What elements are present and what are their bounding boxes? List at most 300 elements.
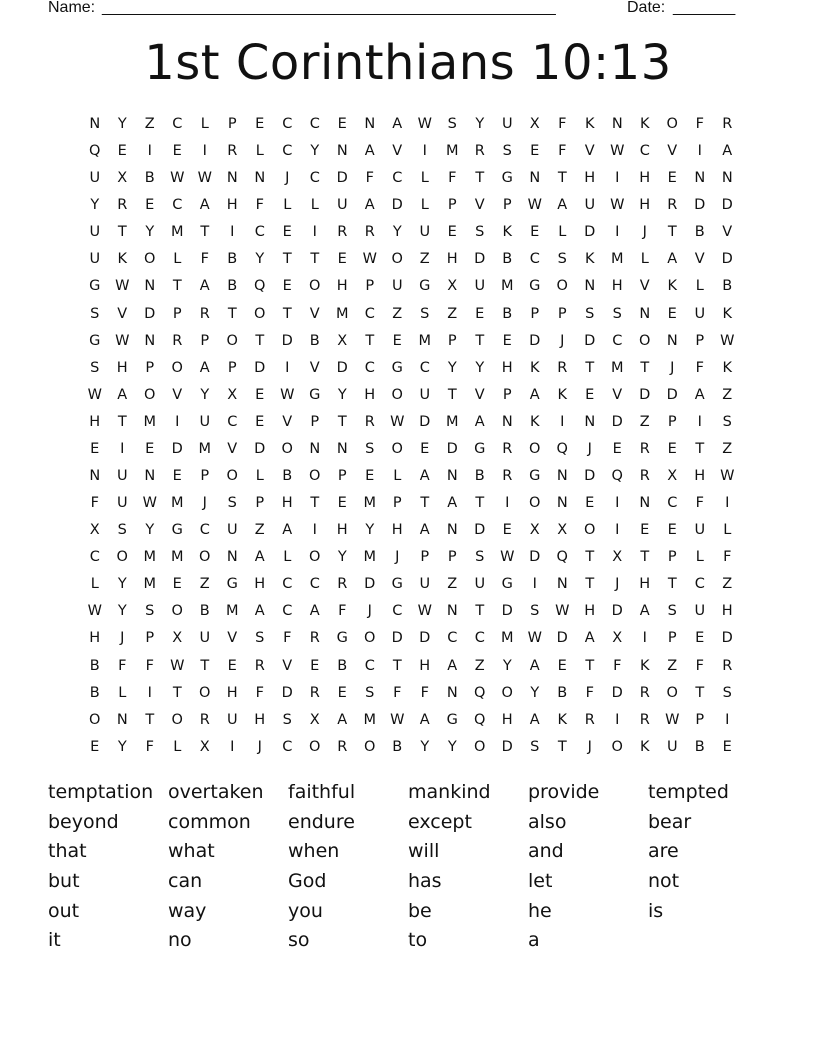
- grid-letter[interactable]: N: [89, 116, 101, 132]
- grid-letter[interactable]: S: [475, 549, 485, 566]
- grid-letter[interactable]: O: [116, 549, 128, 566]
- grid-letter[interactable]: Z: [722, 386, 733, 403]
- grid-letter[interactable]: I: [202, 143, 207, 160]
- grid-letter[interactable]: I: [725, 495, 730, 512]
- grid-letter[interactable]: Z: [722, 440, 733, 457]
- grid-letter[interactable]: A: [529, 657, 540, 674]
- grid-letter[interactable]: A: [639, 603, 650, 620]
- grid-letter[interactable]: X: [447, 278, 458, 295]
- grid-letter[interactable]: D: [611, 684, 623, 701]
- grid-letter[interactable]: R: [364, 224, 375, 241]
- grid-letter[interactable]: Y: [475, 359, 485, 376]
- grid-letter[interactable]: L: [255, 468, 264, 485]
- grid-letter[interactable]: F: [448, 170, 457, 187]
- grid-letter[interactable]: R: [722, 657, 733, 674]
- grid-letter[interactable]: P: [667, 549, 677, 566]
- grid-letter[interactable]: N: [446, 684, 458, 701]
- grid-letter[interactable]: L: [173, 251, 182, 268]
- grid-letter[interactable]: E: [640, 522, 650, 539]
- grid-letter[interactable]: H: [639, 576, 651, 593]
- grid-letter[interactable]: I: [615, 224, 620, 241]
- grid-letter[interactable]: Y: [117, 738, 127, 755]
- grid-letter[interactable]: L: [695, 549, 704, 566]
- grid-letter[interactable]: T: [282, 251, 292, 268]
- grid-letter[interactable]: P: [227, 116, 237, 132]
- grid-letter[interactable]: V: [309, 359, 320, 376]
- grid-letter[interactable]: S: [722, 684, 732, 701]
- grid-letter[interactable]: R: [639, 468, 650, 485]
- grid-letter[interactable]: O: [611, 738, 623, 755]
- grid-letter[interactable]: I: [505, 495, 510, 512]
- grid-letter[interactable]: M: [445, 143, 459, 160]
- grid-letter[interactable]: V: [612, 386, 623, 403]
- grid-letter[interactable]: V: [227, 440, 238, 457]
- grid-letter[interactable]: D: [419, 630, 431, 647]
- grid-letter[interactable]: S: [255, 630, 265, 647]
- grid-letter[interactable]: B: [199, 603, 210, 620]
- grid-letter[interactable]: J: [202, 495, 207, 512]
- grid-letter[interactable]: G: [171, 522, 183, 539]
- grid-letter[interactable]: W: [142, 495, 157, 512]
- grid-letter[interactable]: E: [282, 224, 292, 241]
- grid-letter[interactable]: E: [145, 197, 155, 214]
- grid-letter[interactable]: F: [695, 116, 704, 132]
- grid-letter[interactable]: M: [170, 224, 184, 241]
- grid-letter[interactable]: M: [445, 413, 459, 430]
- grid-letter[interactable]: F: [118, 657, 127, 674]
- grid-letter[interactable]: V: [282, 413, 293, 430]
- grid-letter[interactable]: C: [667, 495, 678, 512]
- grid-letter[interactable]: D: [281, 332, 293, 349]
- grid-letter[interactable]: W: [610, 197, 625, 214]
- grid-letter[interactable]: U: [584, 197, 596, 214]
- grid-letter[interactable]: G: [474, 440, 486, 457]
- grid-letter[interactable]: T: [310, 495, 320, 512]
- grid-letter[interactable]: A: [199, 278, 210, 295]
- grid-letter[interactable]: H: [364, 386, 376, 403]
- grid-letter[interactable]: T: [695, 684, 705, 701]
- grid-letter[interactable]: B: [694, 224, 705, 241]
- grid-letter[interactable]: P: [695, 711, 705, 728]
- grid-letter[interactable]: V: [639, 278, 650, 295]
- grid-letter[interactable]: C: [172, 116, 183, 132]
- grid-letter[interactable]: X: [529, 116, 540, 132]
- grid-letter[interactable]: G: [419, 278, 431, 295]
- grid-letter[interactable]: D: [474, 522, 486, 539]
- grid-letter[interactable]: O: [584, 522, 596, 539]
- grid-letter[interactable]: N: [529, 170, 541, 187]
- grid-letter[interactable]: T: [585, 657, 595, 674]
- grid-letter[interactable]: O: [639, 332, 651, 349]
- grid-letter[interactable]: B: [694, 738, 705, 755]
- grid-letter[interactable]: H: [584, 603, 596, 620]
- grid-letter[interactable]: H: [501, 359, 513, 376]
- grid-letter[interactable]: D: [336, 170, 348, 187]
- grid-letter[interactable]: N: [226, 549, 238, 566]
- grid-letter[interactable]: M: [170, 549, 184, 566]
- grid-letter[interactable]: B: [227, 278, 238, 295]
- grid-letter[interactable]: L: [118, 684, 127, 701]
- grid-letter[interactable]: H: [116, 359, 128, 376]
- name-field[interactable]: ___________________________________________________: [102, 0, 556, 16]
- grid-letter[interactable]: Y: [530, 684, 540, 701]
- grid-letter[interactable]: E: [90, 440, 100, 457]
- grid-letter[interactable]: O: [309, 468, 321, 485]
- grid-letter[interactable]: K: [584, 116, 595, 132]
- grid-letter[interactable]: H: [584, 170, 596, 187]
- grid-letter[interactable]: A: [474, 413, 485, 430]
- grid-letter[interactable]: T: [392, 657, 402, 674]
- grid-letter[interactable]: F: [90, 495, 99, 512]
- grid-letter[interactable]: S: [282, 711, 292, 728]
- grid-letter[interactable]: F: [338, 603, 347, 620]
- grid-letter[interactable]: E: [337, 116, 347, 132]
- grid-letter[interactable]: W: [170, 657, 185, 674]
- grid-letter[interactable]: T: [585, 549, 595, 566]
- grid-letter[interactable]: N: [556, 576, 568, 593]
- grid-letter[interactable]: C: [364, 657, 375, 674]
- grid-letter[interactable]: J: [587, 738, 592, 755]
- grid-letter[interactable]: U: [89, 251, 101, 268]
- grid-letter[interactable]: I: [312, 224, 317, 241]
- grid-letter[interactable]: W: [115, 332, 130, 349]
- grid-letter[interactable]: W: [527, 630, 542, 647]
- grid-letter[interactable]: N: [556, 495, 568, 512]
- grid-letter[interactable]: E: [557, 657, 567, 674]
- grid-letter[interactable]: J: [615, 576, 620, 593]
- grid-letter[interactable]: P: [172, 305, 182, 322]
- grid-letter[interactable]: A: [392, 116, 403, 132]
- grid-letter[interactable]: K: [639, 116, 650, 132]
- grid-letter[interactable]: P: [145, 630, 155, 647]
- grid-letter[interactable]: A: [117, 386, 128, 403]
- grid-letter[interactable]: O: [391, 386, 403, 403]
- grid-letter[interactable]: Z: [474, 657, 485, 674]
- grid-letter[interactable]: D: [474, 251, 486, 268]
- grid-letter[interactable]: O: [529, 440, 541, 457]
- grid-letter[interactable]: E: [585, 495, 595, 512]
- grid-letter[interactable]: Z: [722, 576, 733, 593]
- grid-letter[interactable]: P: [145, 359, 155, 376]
- grid-letter[interactable]: I: [147, 684, 152, 701]
- grid-letter[interactable]: S: [530, 738, 540, 755]
- grid-letter[interactable]: W: [115, 278, 130, 295]
- grid-letter[interactable]: H: [419, 657, 431, 674]
- grid-letter[interactable]: A: [419, 522, 430, 539]
- grid-letter[interactable]: K: [639, 738, 650, 755]
- grid-letter[interactable]: Z: [447, 305, 458, 322]
- grid-letter[interactable]: L: [310, 197, 319, 214]
- grid-letter[interactable]: R: [199, 711, 210, 728]
- grid-letter[interactable]: X: [89, 522, 100, 539]
- grid-letter[interactable]: E: [90, 738, 100, 755]
- grid-letter[interactable]: N: [556, 468, 568, 485]
- grid-letter[interactable]: R: [474, 143, 485, 160]
- grid-letter[interactable]: X: [309, 711, 320, 728]
- grid-letter[interactable]: N: [144, 468, 156, 485]
- grid-letter[interactable]: O: [171, 603, 183, 620]
- grid-letter[interactable]: Z: [392, 305, 403, 322]
- grid-letter[interactable]: S: [117, 522, 127, 539]
- grid-letter[interactable]: F: [695, 495, 704, 512]
- grid-letter[interactable]: B: [337, 657, 348, 674]
- grid-letter[interactable]: P: [502, 197, 512, 214]
- grid-letter[interactable]: M: [418, 332, 431, 349]
- grid-letter[interactable]: W: [665, 711, 680, 728]
- grid-letter[interactable]: U: [391, 278, 403, 295]
- grid-letter[interactable]: C: [282, 143, 293, 160]
- grid-letter[interactable]: I: [147, 143, 152, 160]
- grid-letter[interactable]: M: [610, 251, 624, 268]
- grid-letter[interactable]: L: [723, 522, 732, 539]
- grid-letter[interactable]: V: [474, 197, 485, 214]
- grid-letter[interactable]: D: [501, 603, 513, 620]
- grid-letter[interactable]: N: [144, 332, 156, 349]
- grid-letter[interactable]: N: [254, 170, 266, 187]
- grid-letter[interactable]: F: [255, 684, 264, 701]
- grid-letter[interactable]: E: [502, 332, 512, 349]
- grid-letter[interactable]: I: [615, 170, 620, 187]
- grid-letter[interactable]: K: [529, 413, 540, 430]
- grid-letter[interactable]: N: [446, 468, 458, 485]
- grid-letter[interactable]: N: [144, 278, 156, 295]
- grid-letter[interactable]: B: [89, 657, 100, 674]
- grid-letter[interactable]: D: [254, 440, 266, 457]
- grid-letter[interactable]: O: [474, 738, 486, 755]
- grid-letter[interactable]: R: [309, 684, 320, 701]
- grid-letter[interactable]: A: [529, 386, 540, 403]
- grid-letter[interactable]: F: [613, 657, 622, 674]
- grid-letter[interactable]: R: [667, 197, 678, 214]
- grid-letter[interactable]: E: [337, 495, 347, 512]
- grid-letter[interactable]: K: [584, 251, 595, 268]
- grid-letter[interactable]: M: [225, 603, 239, 620]
- grid-letter[interactable]: O: [556, 278, 568, 295]
- grid-letter[interactable]: C: [282, 603, 293, 620]
- grid-letter[interactable]: C: [392, 170, 403, 187]
- grid-letter[interactable]: P: [337, 468, 347, 485]
- grid-letter[interactable]: Y: [337, 386, 347, 403]
- grid-letter[interactable]: K: [557, 711, 567, 728]
- grid-letter[interactable]: P: [695, 332, 705, 349]
- grid-letter[interactable]: A: [254, 549, 265, 566]
- grid-letter[interactable]: I: [697, 143, 702, 160]
- grid-letter[interactable]: Z: [199, 576, 210, 593]
- grid-letter[interactable]: O: [199, 684, 211, 701]
- grid-letter[interactable]: K: [502, 224, 512, 241]
- grid-letter[interactable]: A: [447, 657, 458, 674]
- grid-letter[interactable]: U: [226, 522, 238, 539]
- grid-letter[interactable]: I: [725, 711, 730, 728]
- grid-letter[interactable]: V: [227, 630, 238, 647]
- grid-letter[interactable]: T: [200, 224, 210, 241]
- grid-letter[interactable]: E: [667, 522, 677, 539]
- grid-letter[interactable]: A: [722, 143, 733, 160]
- grid-letter[interactable]: P: [310, 413, 320, 430]
- grid-letter[interactable]: W: [417, 116, 432, 132]
- grid-letter[interactable]: D: [501, 738, 513, 755]
- grid-letter[interactable]: V: [172, 386, 183, 403]
- grid-letter[interactable]: S: [90, 305, 100, 322]
- grid-letter[interactable]: S: [612, 305, 622, 322]
- grid-letter[interactable]: A: [199, 197, 210, 214]
- grid-letter[interactable]: P: [447, 332, 457, 349]
- grid-letter[interactable]: N: [501, 413, 513, 430]
- grid-letter[interactable]: L: [393, 468, 402, 485]
- grid-letter[interactable]: T: [475, 332, 485, 349]
- grid-letter[interactable]: W: [417, 603, 432, 620]
- grid-letter[interactable]: A: [419, 468, 430, 485]
- grid-letter[interactable]: N: [336, 143, 348, 160]
- grid-letter[interactable]: Y: [447, 359, 457, 376]
- grid-letter[interactable]: J: [395, 549, 400, 566]
- grid-letter[interactable]: W: [362, 251, 377, 268]
- grid-letter[interactable]: D: [419, 413, 431, 430]
- grid-letter[interactable]: V: [584, 143, 595, 160]
- grid-letter[interactable]: C: [309, 576, 320, 593]
- grid-letter[interactable]: M: [143, 549, 156, 566]
- grid-letter[interactable]: D: [721, 630, 733, 647]
- grid-letter[interactable]: I: [175, 413, 180, 430]
- grid-letter[interactable]: T: [475, 495, 485, 512]
- grid-letter[interactable]: D: [584, 468, 596, 485]
- grid-letter[interactable]: B: [474, 468, 485, 485]
- grid-letter[interactable]: A: [254, 603, 265, 620]
- grid-letter[interactable]: B: [282, 468, 293, 485]
- grid-letter[interactable]: G: [529, 278, 541, 295]
- grid-letter[interactable]: E: [530, 224, 540, 241]
- grid-letter[interactable]: Y: [200, 386, 210, 403]
- grid-letter[interactable]: F: [365, 170, 374, 187]
- grid-letter[interactable]: H: [336, 278, 348, 295]
- grid-letter[interactable]: I: [642, 630, 647, 647]
- grid-letter[interactable]: U: [694, 603, 706, 620]
- grid-letter[interactable]: T: [172, 278, 182, 295]
- grid-letter[interactable]: U: [226, 711, 238, 728]
- grid-letter[interactable]: E: [585, 386, 595, 403]
- grid-letter[interactable]: L: [640, 251, 649, 268]
- grid-letter[interactable]: R: [309, 630, 320, 647]
- grid-letter[interactable]: D: [144, 305, 156, 322]
- grid-letter[interactable]: I: [230, 738, 235, 755]
- grid-letter[interactable]: V: [722, 224, 733, 241]
- grid-letter[interactable]: M: [143, 413, 156, 430]
- grid-letter[interactable]: L: [283, 549, 292, 566]
- grid-letter[interactable]: D: [721, 197, 733, 214]
- grid-letter[interactable]: F: [558, 116, 567, 132]
- grid-letter[interactable]: V: [392, 143, 403, 160]
- grid-letter[interactable]: Y: [255, 251, 265, 268]
- grid-letter[interactable]: P: [227, 359, 237, 376]
- grid-letter[interactable]: T: [557, 170, 567, 187]
- grid-letter[interactable]: K: [557, 386, 567, 403]
- grid-letter[interactable]: O: [226, 332, 238, 349]
- grid-letter[interactable]: Y: [392, 224, 402, 241]
- grid-letter[interactable]: E: [447, 224, 457, 241]
- grid-letter[interactable]: Y: [365, 522, 375, 539]
- grid-letter[interactable]: T: [145, 711, 155, 728]
- grid-letter[interactable]: L: [695, 278, 704, 295]
- grid-letter[interactable]: A: [694, 386, 705, 403]
- grid-letter[interactable]: K: [722, 359, 732, 376]
- grid-letter[interactable]: A: [309, 603, 320, 620]
- grid-letter[interactable]: L: [558, 224, 567, 241]
- grid-letter[interactable]: Z: [419, 251, 430, 268]
- grid-letter[interactable]: V: [117, 305, 128, 322]
- grid-letter[interactable]: D: [529, 549, 541, 566]
- grid-letter[interactable]: A: [199, 359, 210, 376]
- grid-letter[interactable]: N: [226, 170, 238, 187]
- grid-letter[interactable]: I: [560, 413, 565, 430]
- grid-letter[interactable]: W: [500, 549, 515, 566]
- grid-letter[interactable]: R: [199, 305, 210, 322]
- grid-letter[interactable]: N: [694, 170, 706, 187]
- grid-letter[interactable]: R: [639, 684, 650, 701]
- grid-letter[interactable]: V: [694, 251, 705, 268]
- grid-letter[interactable]: C: [309, 116, 320, 132]
- grid-letter[interactable]: Q: [474, 684, 486, 701]
- grid-letter[interactable]: T: [475, 170, 485, 187]
- grid-letter[interactable]: K: [722, 305, 732, 322]
- grid-letter[interactable]: N: [89, 468, 101, 485]
- grid-letter[interactable]: F: [283, 630, 292, 647]
- grid-letter[interactable]: R: [722, 116, 733, 132]
- grid-letter[interactable]: Z: [144, 116, 155, 132]
- grid-letter[interactable]: E: [502, 522, 512, 539]
- grid-letter[interactable]: E: [172, 576, 182, 593]
- grid-letter[interactable]: S: [365, 440, 375, 457]
- grid-letter[interactable]: D: [529, 332, 541, 349]
- grid-letter[interactable]: D: [446, 440, 458, 457]
- grid-letter[interactable]: Q: [556, 440, 568, 457]
- grid-letter[interactable]: E: [255, 386, 265, 403]
- grid-letter[interactable]: E: [695, 630, 705, 647]
- grid-letter[interactable]: N: [611, 116, 623, 132]
- grid-letter[interactable]: G: [501, 576, 513, 593]
- grid-letter[interactable]: T: [447, 386, 457, 403]
- grid-letter[interactable]: Q: [556, 549, 568, 566]
- grid-letter[interactable]: T: [585, 576, 595, 593]
- grid-letter[interactable]: F: [723, 549, 732, 566]
- grid-letter[interactable]: O: [144, 251, 156, 268]
- grid-letter[interactable]: H: [639, 197, 651, 214]
- grid-letter[interactable]: A: [667, 251, 678, 268]
- grid-letter[interactable]: Y: [90, 197, 100, 214]
- grid-letter[interactable]: Q: [254, 278, 266, 295]
- grid-letter[interactable]: P: [392, 495, 402, 512]
- grid-letter[interactable]: C: [89, 549, 100, 566]
- grid-letter[interactable]: S: [475, 224, 485, 241]
- grid-letter[interactable]: W: [720, 468, 735, 485]
- grid-letter[interactable]: B: [227, 251, 238, 268]
- grid-letter[interactable]: H: [89, 413, 101, 430]
- grid-letter[interactable]: R: [227, 143, 238, 160]
- grid-letter[interactable]: P: [667, 413, 677, 430]
- grid-letter[interactable]: W: [87, 386, 102, 403]
- grid-letter[interactable]: N: [446, 603, 458, 620]
- grid-letter[interactable]: D: [336, 359, 348, 376]
- grid-letter[interactable]: O: [171, 359, 183, 376]
- grid-letter[interactable]: M: [198, 440, 211, 457]
- grid-letter[interactable]: S: [447, 116, 457, 132]
- grid-letter[interactable]: G: [89, 332, 101, 349]
- grid-letter[interactable]: B: [502, 305, 513, 322]
- grid-letter[interactable]: L: [173, 738, 182, 755]
- grid-letter[interactable]: K: [529, 359, 540, 376]
- grid-letter[interactable]: X: [199, 738, 210, 755]
- grid-letter[interactable]: L: [420, 197, 429, 214]
- grid-letter[interactable]: V: [667, 143, 678, 160]
